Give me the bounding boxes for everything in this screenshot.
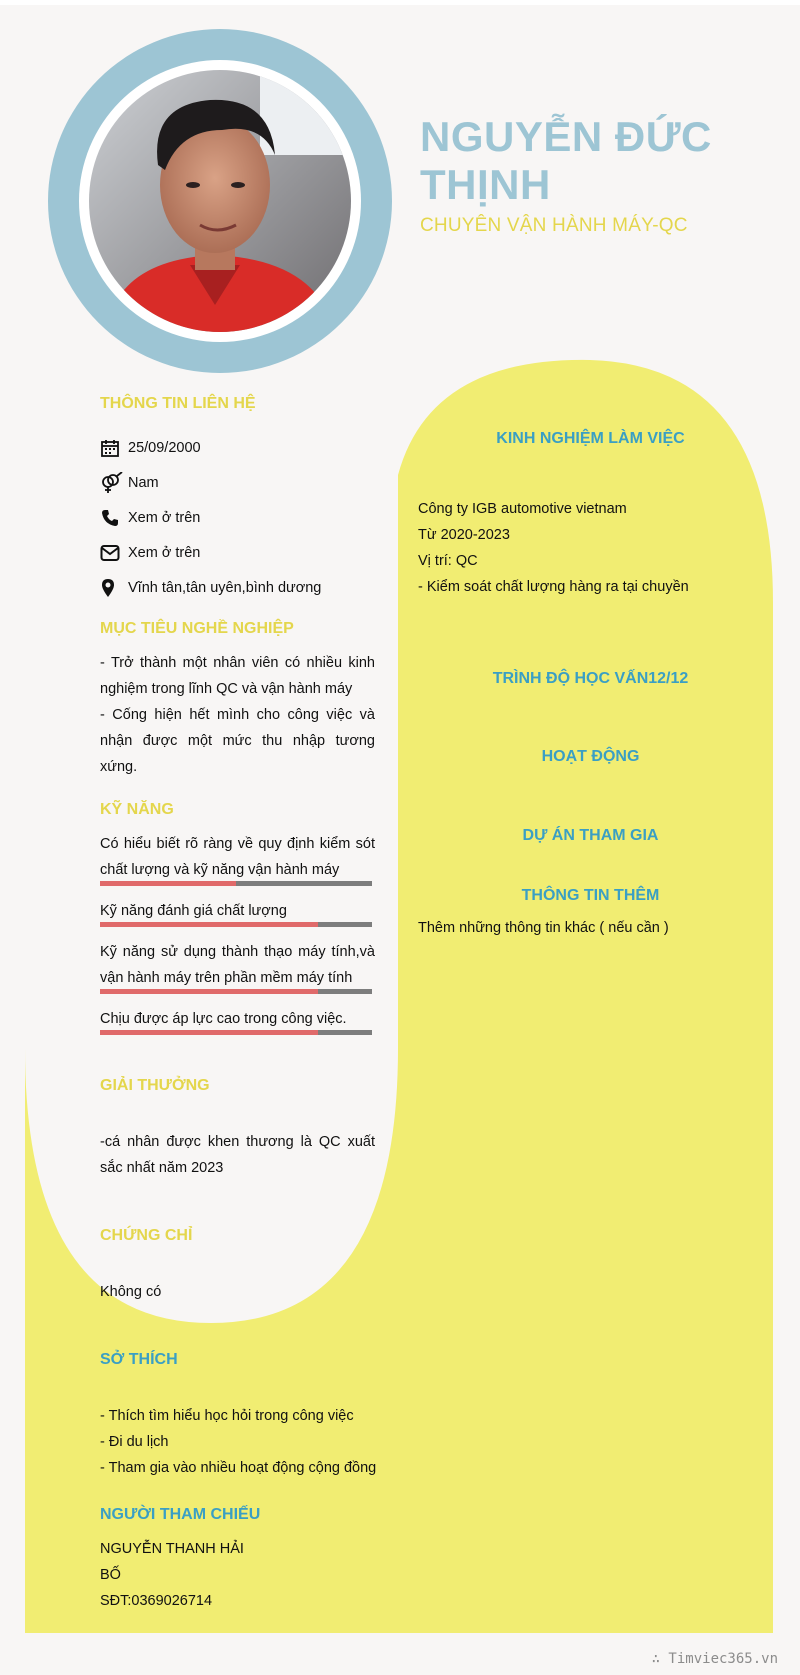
gender-text: Nam [128,475,159,491]
awards-text: -cá nhân được khen thương là QC xuất sắc nhất năm 2023 [100,1134,375,1176]
certificates-heading: CHỨNG CHỈ [100,1227,193,1244]
candidate-name: NGUYỄN ĐỨC THỊNH [420,113,712,208]
skills-heading: KỸ NĂNG [100,801,174,818]
skill-label: Có hiểu biết rõ ràng về quy định kiểm sót chất lượng và kỹ năng vận hành máy [100,836,375,878]
objective-heading: MỤC TIÊU NGHỀ NGHIỆP [100,620,294,637]
education-heading: TRÌNH ĐỘ HỌC VẤN12/12 [492,670,689,687]
projects-heading: DỰ ÁN THAM GIA [522,827,659,844]
watermark: ∴ Timviec365.vn [651,1651,778,1667]
skill-bar [100,989,372,994]
gender-icon [100,472,128,494]
references-heading: NGƯỜI THAM CHIẾU [100,1506,261,1523]
calendar-icon [100,437,128,459]
skill-bar-fill [100,881,236,886]
phone-text: Xem ở trên [128,510,201,526]
contact-address [100,575,321,601]
job-title: CHUYÊN VẬN HÀNH MÁY-QC [420,215,688,236]
contact-email [100,540,200,566]
skill-bar-fill [100,989,318,994]
phone-icon [100,507,128,529]
activities-heading: HOẠT ĐỘNG [541,748,640,765]
experience-heading: KINH NGHIỆM LÀM VIỆC [496,430,685,447]
skill-label: Kỹ năng sử dụng thành thạo máy tính,và vận hành máy trên phần mềm máy tính [100,944,375,986]
objective-text: - Trở thành một nhân viên có nhiều kinh nghiệm trong lĩnh QC và vận hành máy - Cống hiện hết mình cho công việc và nhận được một mức thu nhập tương xứng. [100,655,375,775]
skill-bar [100,922,372,927]
additional-heading: THÔNG TIN THÊM [521,887,660,904]
awards-heading: GIẢI THƯỞNG [100,1077,210,1094]
contact-phone [100,505,200,531]
skill-bar-fill [100,922,318,927]
skill-label: Kỹ năng đánh giá chất lượng [100,903,287,919]
contact-birthday [100,435,201,461]
email-text: Xem ở trên [128,545,201,561]
hobbies-heading: SỞ THÍCH [100,1351,178,1368]
contact-heading: THÔNG TIN LIÊN HỆ [100,395,256,412]
location-icon [100,577,128,599]
cv-paper [0,5,800,1675]
skill-bar [100,1030,372,1035]
skill-bar-fill [100,1030,318,1035]
experience-text: Công ty IGB automotive vietnam Từ 2020-2023 Vị trí: QC - Kiểm soát chất lượng hàng ra tại chuyền [418,501,689,595]
skill-label: Chịu được áp lực cao trong công việc. [100,1011,347,1027]
references-text: NGUYỄN THANH HẢI BỐ SĐT:0369026714 [100,1541,244,1609]
additional-text: Thêm những thông tin khác ( nếu cần ) [418,920,669,936]
hobbies-text: - Thích tìm hiểu học hỏi trong công việc - Đi du lịch - Tham gia vào nhiều hoạt động cộng đồng [100,1408,377,1476]
birthday-text: 25/09/2000 [128,440,201,456]
email-icon [100,542,128,564]
contact-gender [100,470,159,496]
address-text: Vĩnh tân,tân uyên,bình dương [128,580,322,596]
skill-bar [100,881,372,886]
certificates-text: Không có [100,1284,162,1300]
